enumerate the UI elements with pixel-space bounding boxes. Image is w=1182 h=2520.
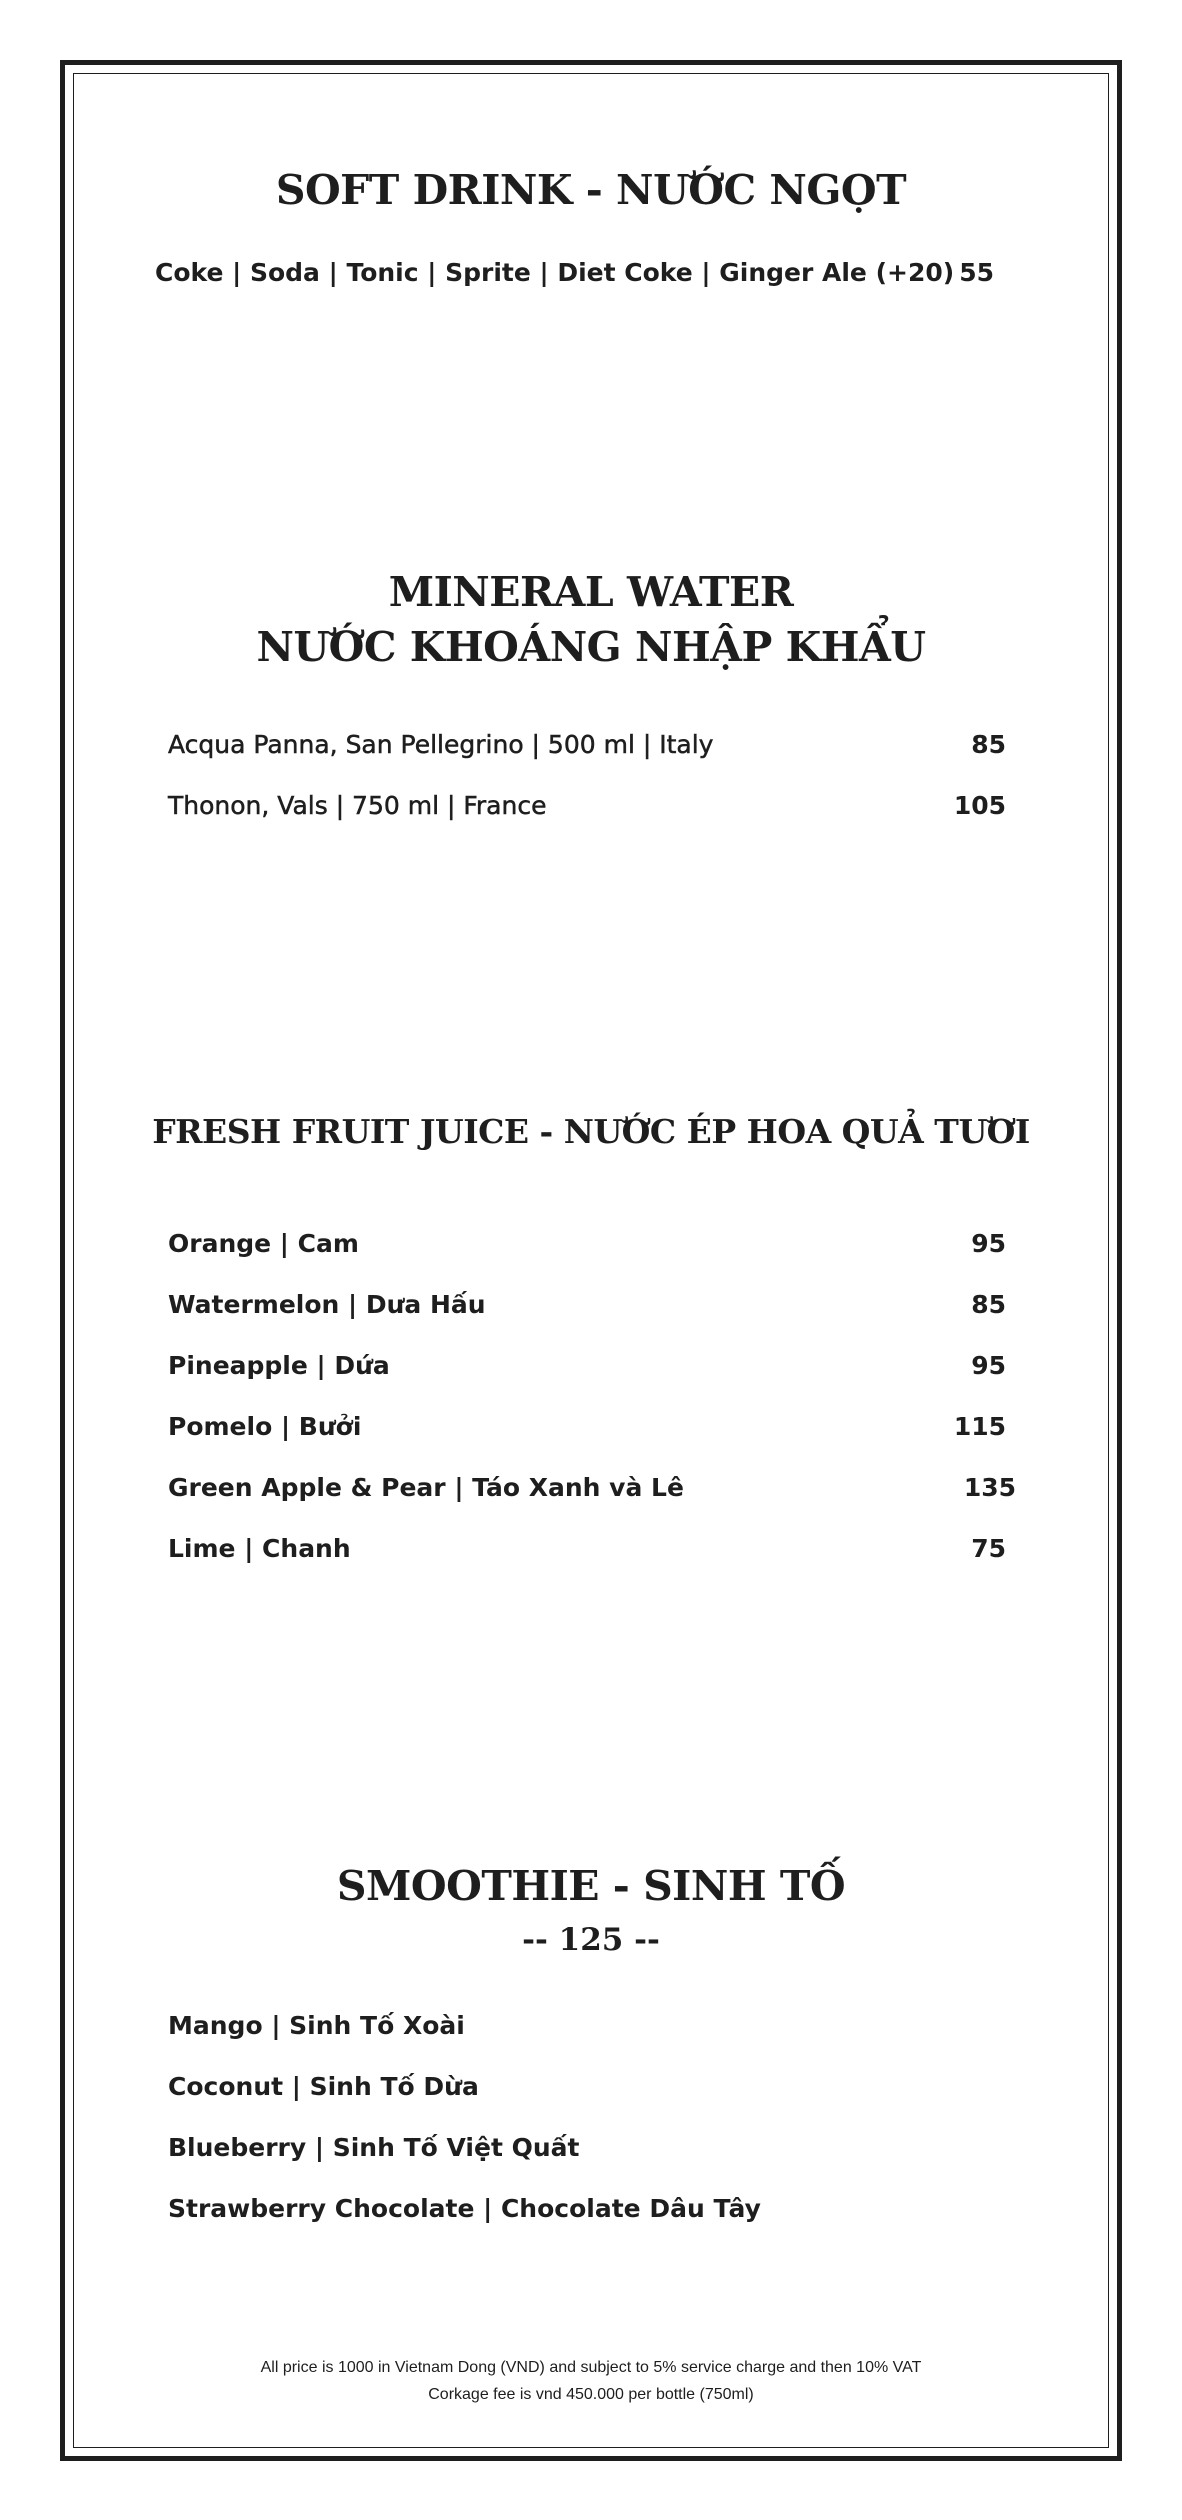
menu-footer bbox=[0, 2354, 1182, 2408]
soft-drink-item: Coke | Soda | Tonic | Sprite | Diet Coke | Ginger Ale (+20) bbox=[155, 258, 955, 287]
juice-item: Lime | Chanh bbox=[168, 1534, 351, 1563]
mineral-water-price: 85 bbox=[971, 730, 1006, 759]
soft-drink-heading: SOFT DRINK - NƯỚC NGỌT bbox=[275, 166, 907, 214]
mineral-water-heading-en: MINERAL WATER bbox=[388, 568, 794, 616]
smoothie-item: Mango | Sinh Tố Xoài bbox=[168, 2011, 465, 2040]
juice-price: 95 bbox=[971, 1229, 1006, 1258]
juice-price: 75 bbox=[971, 1534, 1006, 1563]
smoothie-price: -- 125 -- bbox=[522, 1922, 660, 1958]
juice-item: Pomelo | Bưởi bbox=[168, 1412, 362, 1441]
mineral-water-item: Thonon, Vals | 750 ml | France bbox=[168, 791, 547, 820]
juice-item: Green Apple & Pear | Táo Xanh và Lê bbox=[168, 1473, 684, 1502]
mineral-water-price: 105 bbox=[953, 791, 1006, 820]
mineral-water-heading-vi: NƯỚC KHOÁNG NHẬP KHẨU bbox=[256, 623, 926, 671]
mineral-water-item: Acqua Panna, San Pellegrino | 500 ml | Italy bbox=[168, 730, 714, 759]
footer-corkage-note: Corkage fee is vnd 450.000 per bottle (750ml) bbox=[428, 2386, 754, 2403]
juice-price: 95 bbox=[971, 1351, 1006, 1380]
fresh-juice-heading: FRESH FRUIT JUICE - NƯỚC ÉP HOA QUẢ TƯƠI bbox=[152, 1112, 1030, 1151]
smoothie-item: Coconut | Sinh Tố Dừa bbox=[168, 2072, 479, 2101]
juice-price: 135 bbox=[963, 1473, 1016, 1502]
juice-price: 85 bbox=[971, 1290, 1006, 1319]
smoothie-heading: SMOOTHIE - SINH TỐ bbox=[336, 1862, 846, 1910]
smoothie-item: Blueberry | Sinh Tố Việt Quất bbox=[168, 2133, 580, 2162]
footer-price-note: All price is 1000 in Vietnam Dong (VND) and subject to 5% service charge and then 10% VAT bbox=[260, 2359, 922, 2376]
smoothie-item: Strawberry Chocolate | Chocolate Dâu Tây bbox=[168, 2194, 761, 2223]
juice-item: Pineapple | Dứa bbox=[168, 1351, 390, 1380]
juice-item: Orange | Cam bbox=[168, 1229, 359, 1258]
soft-drink-price: 55 bbox=[959, 258, 994, 287]
juice-item: Watermelon | Dưa Hấu bbox=[168, 1290, 486, 1319]
juice-price: 115 bbox=[953, 1412, 1006, 1441]
